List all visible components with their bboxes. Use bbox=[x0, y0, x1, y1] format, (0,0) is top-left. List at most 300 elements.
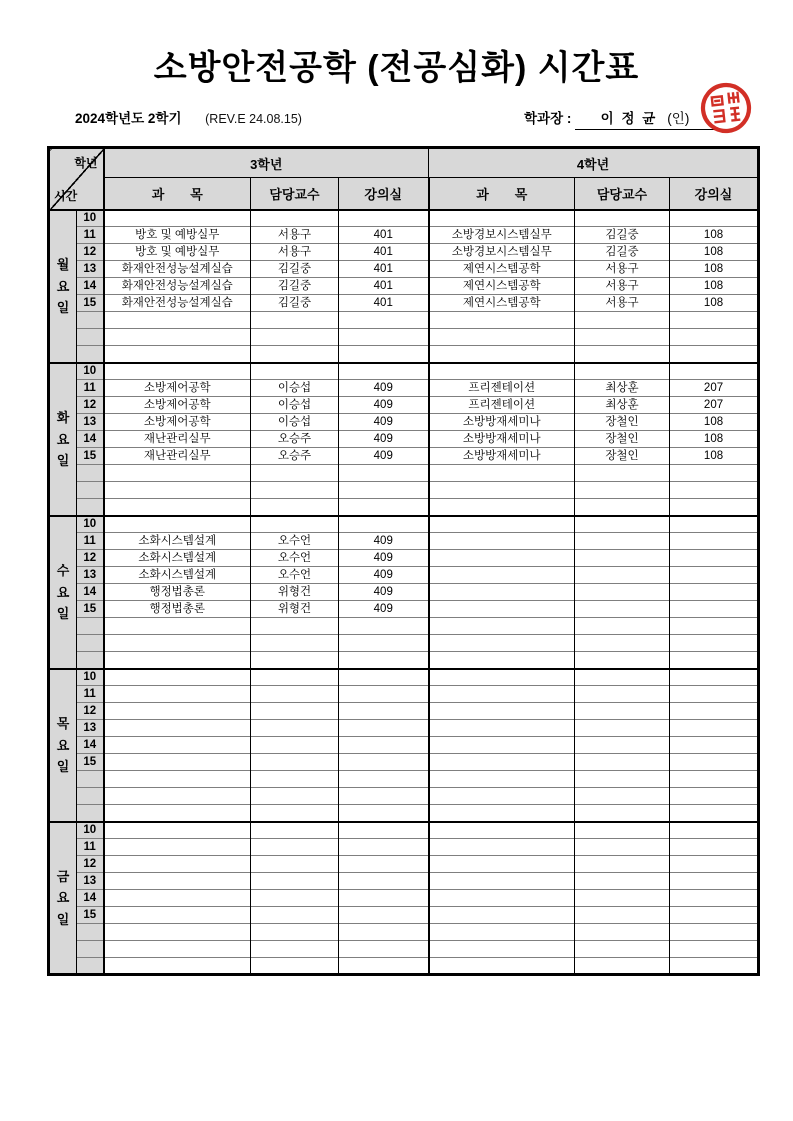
revision-label: (REV.E 24.08.15) bbox=[205, 112, 302, 127]
cell-g4-room bbox=[670, 584, 759, 601]
cell-g3-professor bbox=[251, 754, 339, 771]
cell-g4-professor: 김길중 bbox=[575, 244, 670, 261]
cell-g4-room: 108 bbox=[670, 448, 759, 465]
cell-g3-room bbox=[339, 652, 429, 669]
cell-g3-room bbox=[339, 771, 429, 788]
timetable-row bbox=[49, 244, 759, 261]
timetable-row bbox=[49, 601, 759, 618]
cell-g3-room bbox=[339, 465, 429, 482]
cell-g3-professor bbox=[251, 312, 339, 329]
time-label bbox=[77, 805, 104, 822]
cell-g4-professor: 장철인 bbox=[575, 448, 670, 465]
cell-g4-professor bbox=[575, 771, 670, 788]
cell-g4-subject bbox=[429, 635, 575, 652]
cell-g3-room: 401 bbox=[339, 244, 429, 261]
cell-g4-room bbox=[670, 737, 759, 754]
cell-g4-subject bbox=[429, 941, 575, 958]
cell-g3-professor: 오승주 bbox=[251, 431, 339, 448]
cell-g4-professor bbox=[575, 346, 670, 363]
cell-g4-room bbox=[670, 312, 759, 329]
cell-g3-subject bbox=[104, 210, 251, 227]
cell-g4-room bbox=[670, 686, 759, 703]
timetable-row bbox=[49, 958, 759, 975]
cell-g3-professor bbox=[251, 346, 339, 363]
seal-paren-label: (인) bbox=[667, 111, 690, 127]
time-label: 11 bbox=[77, 686, 104, 703]
dept-head-label: 학과장 : bbox=[524, 111, 572, 127]
cell-g4-subject: 소방방재세미나 bbox=[429, 431, 575, 448]
cell-g4-room bbox=[670, 703, 759, 720]
corner-grade-label: 학년 bbox=[74, 156, 98, 171]
cell-g3-room bbox=[339, 822, 429, 839]
cell-g3-professor bbox=[251, 737, 339, 754]
cell-g3-professor bbox=[251, 958, 339, 975]
timetable-row bbox=[49, 550, 759, 567]
cell-g4-room bbox=[670, 788, 759, 805]
cell-g4-subject: 제연시스템공학 bbox=[429, 261, 575, 278]
cell-g3-room bbox=[339, 363, 429, 380]
cell-g3-professor bbox=[251, 771, 339, 788]
cell-g4-room bbox=[670, 873, 759, 890]
cell-g4-room: 108 bbox=[670, 261, 759, 278]
timetable-row bbox=[49, 346, 759, 363]
cell-g4-room bbox=[670, 771, 759, 788]
cell-g3-room bbox=[339, 805, 429, 822]
cell-g4-professor bbox=[575, 533, 670, 550]
timetable-row bbox=[49, 465, 759, 482]
cell-g4-subject bbox=[429, 567, 575, 584]
cell-g3-subject: 화재안전성능설계실습 bbox=[104, 278, 251, 295]
cell-g4-professor bbox=[575, 550, 670, 567]
cell-g4-room bbox=[670, 652, 759, 669]
cell-g4-room: 108 bbox=[670, 244, 759, 261]
cell-g3-professor bbox=[251, 363, 339, 380]
time-label: 10 bbox=[77, 822, 104, 839]
time-label: 15 bbox=[77, 754, 104, 771]
cell-g3-room: 409 bbox=[339, 550, 429, 567]
timetable-row bbox=[49, 499, 759, 516]
cell-g4-room bbox=[670, 941, 759, 958]
cell-g4-professor: 서용구 bbox=[575, 278, 670, 295]
cell-g4-professor bbox=[575, 907, 670, 924]
cell-g3-room bbox=[339, 635, 429, 652]
time-label bbox=[77, 652, 104, 669]
cell-g4-professor bbox=[575, 856, 670, 873]
cell-g3-subject: 소화시스템설계 bbox=[104, 550, 251, 567]
day-label-char: 일 bbox=[56, 606, 70, 622]
cell-g3-subject bbox=[104, 686, 251, 703]
cell-g4-subject bbox=[429, 720, 575, 737]
cell-g4-subject: 소방방재세미나 bbox=[429, 414, 575, 431]
cell-g4-subject bbox=[429, 839, 575, 856]
cell-g4-subject bbox=[429, 788, 575, 805]
day-label-char: 요 bbox=[56, 737, 70, 753]
cell-g4-professor bbox=[575, 635, 670, 652]
cell-g4-professor: 서용구 bbox=[575, 261, 670, 278]
corner-time-label: 시간 bbox=[54, 188, 78, 203]
info-row bbox=[47, 107, 759, 130]
day-block-wednesday bbox=[49, 516, 759, 669]
cell-g3-subject bbox=[104, 312, 251, 329]
timetable-row bbox=[49, 533, 759, 550]
cell-g4-room bbox=[670, 550, 759, 567]
cell-g3-subject: 재난관리실무 bbox=[104, 448, 251, 465]
timetable-row bbox=[49, 788, 759, 805]
cell-g3-subject: 소방제어공학 bbox=[104, 414, 251, 431]
cell-g4-subject bbox=[429, 958, 575, 975]
cell-g3-professor bbox=[251, 941, 339, 958]
cell-g4-subject bbox=[429, 584, 575, 601]
day-block-monday bbox=[49, 210, 759, 363]
timetable-header bbox=[49, 148, 759, 210]
timetable-row bbox=[49, 941, 759, 958]
cell-g3-professor: 이승섭 bbox=[251, 414, 339, 431]
cell-g3-professor bbox=[251, 329, 339, 346]
cell-g3-professor bbox=[251, 873, 339, 890]
cell-g3-room: 409 bbox=[339, 414, 429, 431]
cell-g3-room: 409 bbox=[339, 431, 429, 448]
day-label-monday bbox=[49, 210, 77, 363]
day-label-char: 일 bbox=[56, 300, 70, 316]
timetable-row bbox=[49, 210, 759, 227]
cell-g4-professor bbox=[575, 618, 670, 635]
cell-g4-subject bbox=[429, 686, 575, 703]
cell-g4-professor: 최상훈 bbox=[575, 380, 670, 397]
cell-g3-room bbox=[339, 516, 429, 533]
timetable-row bbox=[49, 635, 759, 652]
time-label bbox=[77, 312, 104, 329]
timetable-row bbox=[49, 873, 759, 890]
approval-signature-block bbox=[524, 107, 759, 130]
cell-g3-room bbox=[339, 873, 429, 890]
time-label: 13 bbox=[77, 567, 104, 584]
cell-g3-room: 409 bbox=[339, 397, 429, 414]
day-label-char: 월 bbox=[56, 257, 70, 273]
cell-g4-professor bbox=[575, 958, 670, 975]
cell-g3-professor: 김길중 bbox=[251, 295, 339, 312]
cell-g4-professor bbox=[575, 499, 670, 516]
cell-g4-professor bbox=[575, 312, 670, 329]
cell-g4-subject bbox=[429, 618, 575, 635]
day-block-tuesday bbox=[49, 363, 759, 516]
cell-g3-room bbox=[339, 958, 429, 975]
dept-head-signature-line bbox=[575, 107, 715, 130]
cell-g4-subject bbox=[429, 873, 575, 890]
cell-g4-professor: 김길중 bbox=[575, 227, 670, 244]
cell-g4-room: 108 bbox=[670, 227, 759, 244]
cell-g3-room: 409 bbox=[339, 567, 429, 584]
grade-header-row bbox=[49, 148, 759, 178]
cell-g4-room bbox=[670, 669, 759, 686]
timetable-row bbox=[49, 397, 759, 414]
cell-g3-professor bbox=[251, 635, 339, 652]
timetable-row bbox=[49, 771, 759, 788]
timetable-row bbox=[49, 584, 759, 601]
cell-g4-professor bbox=[575, 890, 670, 907]
cell-g4-subject bbox=[429, 652, 575, 669]
cell-g3-professor bbox=[251, 788, 339, 805]
corner-grade-time-cell bbox=[49, 148, 104, 210]
time-label bbox=[77, 465, 104, 482]
timetable-row bbox=[49, 329, 759, 346]
day-label-char: 화 bbox=[56, 410, 70, 426]
cell-g4-room bbox=[670, 567, 759, 584]
time-label: 13 bbox=[77, 720, 104, 737]
cell-g4-professor: 장철인 bbox=[575, 414, 670, 431]
cell-g4-subject bbox=[429, 533, 575, 550]
cell-g4-subject: 제연시스템공학 bbox=[429, 278, 575, 295]
grade-header-3: 3학년 bbox=[104, 148, 429, 178]
cell-g3-subject: 재난관리실무 bbox=[104, 431, 251, 448]
time-label: 14 bbox=[77, 890, 104, 907]
cell-g3-room bbox=[339, 499, 429, 516]
cell-g3-professor: 김길중 bbox=[251, 261, 339, 278]
timetable-row bbox=[49, 618, 759, 635]
cell-g4-room bbox=[670, 482, 759, 499]
cell-g4-professor bbox=[575, 686, 670, 703]
time-label: 10 bbox=[77, 363, 104, 380]
time-label: 12 bbox=[77, 397, 104, 414]
cell-g4-subject bbox=[429, 856, 575, 873]
cell-g3-room bbox=[339, 907, 429, 924]
cell-g3-room bbox=[339, 890, 429, 907]
cell-g3-subject: 소방제어공학 bbox=[104, 380, 251, 397]
timetable-row bbox=[49, 805, 759, 822]
cell-g3-room bbox=[339, 669, 429, 686]
cell-g3-subject bbox=[104, 890, 251, 907]
cell-g4-subject bbox=[429, 822, 575, 839]
cell-g4-professor bbox=[575, 363, 670, 380]
cell-g3-room: 409 bbox=[339, 380, 429, 397]
day-block-thursday bbox=[49, 669, 759, 822]
cell-g3-subject: 화재안전성능설계실습 bbox=[104, 295, 251, 312]
cell-g4-professor: 최상훈 bbox=[575, 397, 670, 414]
timetable-row bbox=[49, 312, 759, 329]
cell-g4-professor: 장철인 bbox=[575, 431, 670, 448]
cell-g4-subject bbox=[429, 516, 575, 533]
time-label bbox=[77, 329, 104, 346]
cell-g3-subject: 소방제어공학 bbox=[104, 397, 251, 414]
cell-g3-room bbox=[339, 210, 429, 227]
cell-g4-subject bbox=[429, 703, 575, 720]
cell-g3-subject: 소화시스템설계 bbox=[104, 533, 251, 550]
cell-g4-room bbox=[670, 822, 759, 839]
cell-g3-professor bbox=[251, 669, 339, 686]
cell-g3-professor bbox=[251, 210, 339, 227]
timetable-row bbox=[49, 669, 759, 686]
cell-g4-professor bbox=[575, 941, 670, 958]
day-block-friday bbox=[49, 822, 759, 975]
cell-g4-subject bbox=[429, 669, 575, 686]
cell-g4-professor bbox=[575, 482, 670, 499]
time-label: 14 bbox=[77, 584, 104, 601]
cell-g3-professor bbox=[251, 924, 339, 941]
cell-g4-subject bbox=[429, 924, 575, 941]
cell-g4-room bbox=[670, 907, 759, 924]
cell-g4-room: 108 bbox=[670, 431, 759, 448]
cell-g3-room bbox=[339, 856, 429, 873]
cell-g3-professor bbox=[251, 465, 339, 482]
cell-g3-professor: 오수언 bbox=[251, 550, 339, 567]
cell-g3-room bbox=[339, 720, 429, 737]
semester-info bbox=[47, 107, 302, 127]
dept-head-name: 이 정 균 bbox=[600, 111, 658, 127]
cell-g4-room bbox=[670, 720, 759, 737]
cell-g3-subject: 소화시스템설계 bbox=[104, 567, 251, 584]
cell-g3-room bbox=[339, 788, 429, 805]
cell-g4-professor bbox=[575, 703, 670, 720]
cell-g3-room bbox=[339, 754, 429, 771]
day-label-thursday bbox=[49, 669, 77, 822]
cell-g4-subject bbox=[429, 907, 575, 924]
cell-g3-subject bbox=[104, 822, 251, 839]
cell-g4-subject bbox=[429, 329, 575, 346]
day-label-char: 목 bbox=[56, 716, 70, 732]
timetable-row bbox=[49, 448, 759, 465]
cell-g4-professor bbox=[575, 805, 670, 822]
day-label-char: 요 bbox=[56, 890, 70, 906]
day-label-wednesday bbox=[49, 516, 77, 669]
timetable-row bbox=[49, 703, 759, 720]
cell-g3-subject bbox=[104, 652, 251, 669]
cell-g4-subject bbox=[429, 363, 575, 380]
cell-g3-professor bbox=[251, 516, 339, 533]
time-label: 11 bbox=[77, 380, 104, 397]
cell-g4-room bbox=[670, 754, 759, 771]
grade-header-4: 4학년 bbox=[429, 148, 759, 178]
cell-g4-subject: 소방방재세미나 bbox=[429, 448, 575, 465]
cell-g3-professor bbox=[251, 822, 339, 839]
cell-g3-room bbox=[339, 924, 429, 941]
cell-g3-subject: 방호 및 예방실무 bbox=[104, 244, 251, 261]
cell-g3-room bbox=[339, 329, 429, 346]
col-header-subject-4: 과 목 bbox=[429, 178, 575, 210]
cell-g3-professor: 위형건 bbox=[251, 584, 339, 601]
time-label bbox=[77, 788, 104, 805]
cell-g3-subject: 행정법총론 bbox=[104, 601, 251, 618]
cell-g4-room bbox=[670, 363, 759, 380]
time-label bbox=[77, 924, 104, 941]
cell-g3-subject bbox=[104, 669, 251, 686]
cell-g3-professor bbox=[251, 499, 339, 516]
timetable-row bbox=[49, 890, 759, 907]
timetable-row bbox=[49, 652, 759, 669]
cell-g4-subject bbox=[429, 754, 575, 771]
cell-g4-room bbox=[670, 210, 759, 227]
time-label bbox=[77, 482, 104, 499]
cell-g3-room: 409 bbox=[339, 601, 429, 618]
timetable-row bbox=[49, 295, 759, 312]
timetable-row bbox=[49, 261, 759, 278]
cell-g3-subject bbox=[104, 873, 251, 890]
cell-g3-room: 401 bbox=[339, 227, 429, 244]
timetable-row bbox=[49, 720, 759, 737]
time-label: 12 bbox=[77, 703, 104, 720]
cell-g4-room bbox=[670, 839, 759, 856]
cell-g4-subject bbox=[429, 465, 575, 482]
cell-g3-room: 409 bbox=[339, 533, 429, 550]
cell-g4-room: 207 bbox=[670, 397, 759, 414]
time-label bbox=[77, 958, 104, 975]
cell-g4-room bbox=[670, 329, 759, 346]
cell-g4-professor bbox=[575, 584, 670, 601]
cell-g3-subject bbox=[104, 856, 251, 873]
cell-g3-room bbox=[339, 312, 429, 329]
cell-g3-professor bbox=[251, 805, 339, 822]
cell-g3-professor bbox=[251, 482, 339, 499]
time-label: 12 bbox=[77, 550, 104, 567]
cell-g4-room bbox=[670, 516, 759, 533]
timetable-row bbox=[49, 907, 759, 924]
cell-g4-professor bbox=[575, 601, 670, 618]
timetable-row bbox=[49, 567, 759, 584]
col-header-professor-4: 담당교수 bbox=[575, 178, 670, 210]
cell-g4-room: 108 bbox=[670, 278, 759, 295]
day-label-char: 요 bbox=[56, 278, 70, 294]
time-label: 13 bbox=[77, 873, 104, 890]
cell-g3-subject bbox=[104, 635, 251, 652]
time-label: 15 bbox=[77, 907, 104, 924]
cell-g3-professor: 오수언 bbox=[251, 533, 339, 550]
cell-g4-professor bbox=[575, 754, 670, 771]
cell-g3-room bbox=[339, 686, 429, 703]
cell-g4-professor bbox=[575, 873, 670, 890]
cell-g4-room bbox=[670, 465, 759, 482]
timetable-row bbox=[49, 754, 759, 771]
cell-g3-subject: 행정법총론 bbox=[104, 584, 251, 601]
cell-g3-subject bbox=[104, 720, 251, 737]
time-label bbox=[77, 771, 104, 788]
cell-g4-subject bbox=[429, 805, 575, 822]
cell-g4-room bbox=[670, 924, 759, 941]
day-label-friday bbox=[49, 822, 77, 975]
timetable bbox=[47, 146, 760, 976]
cell-g3-professor bbox=[251, 652, 339, 669]
cell-g4-subject bbox=[429, 210, 575, 227]
cell-g3-subject bbox=[104, 941, 251, 958]
cell-g3-room: 409 bbox=[339, 584, 429, 601]
cell-g3-subject bbox=[104, 771, 251, 788]
time-label: 14 bbox=[77, 431, 104, 448]
time-label: 14 bbox=[77, 278, 104, 295]
cell-g4-room bbox=[670, 618, 759, 635]
time-label: 11 bbox=[77, 227, 104, 244]
timetable-row bbox=[49, 924, 759, 941]
col-header-room-4: 강의실 bbox=[670, 178, 759, 210]
time-label: 15 bbox=[77, 448, 104, 465]
cell-g3-subject bbox=[104, 805, 251, 822]
cell-g3-subject: 방호 및 예방실무 bbox=[104, 227, 251, 244]
timetable-row bbox=[49, 822, 759, 839]
cell-g4-subject bbox=[429, 312, 575, 329]
cell-g3-subject bbox=[104, 465, 251, 482]
cell-g4-subject bbox=[429, 499, 575, 516]
cell-g4-room: 207 bbox=[670, 380, 759, 397]
day-label-char: 요 bbox=[56, 431, 70, 447]
cell-g3-subject bbox=[104, 363, 251, 380]
cell-g3-professor: 김길중 bbox=[251, 278, 339, 295]
col-header-room-3: 강의실 bbox=[339, 178, 429, 210]
time-label: 12 bbox=[77, 244, 104, 261]
timetable-row bbox=[49, 380, 759, 397]
cell-g4-subject bbox=[429, 482, 575, 499]
semester-label: 2024학년도 2학기 bbox=[75, 111, 182, 127]
cell-g3-subject bbox=[104, 703, 251, 720]
time-label: 10 bbox=[77, 669, 104, 686]
cell-g3-room bbox=[339, 941, 429, 958]
day-label-char: 금 bbox=[56, 868, 70, 884]
cell-g4-subject bbox=[429, 771, 575, 788]
